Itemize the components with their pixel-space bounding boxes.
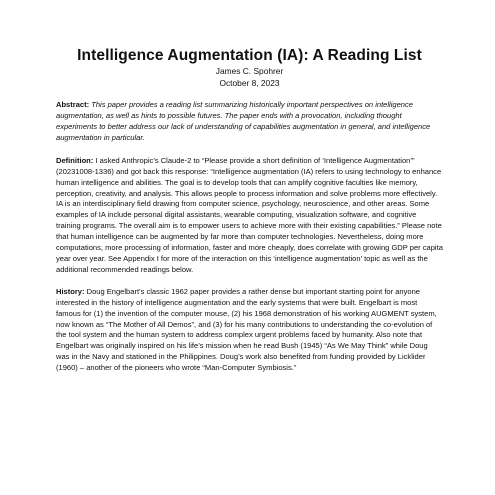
abstract-label: Abstract: (56, 100, 90, 110)
history-paragraph (56, 287, 443, 374)
definition-paragraph (56, 156, 443, 276)
paper-author: James C. Spohrer (215, 66, 284, 76)
definition-label: Definition: (56, 155, 94, 165)
paper-title: Intelligence Augmentation (IA): A Reading List (77, 47, 422, 64)
abstract-text: This paper provides a reading list summarizing historically important perspectives on intelligence augmentation, as well as hints to possible futures. The paper ends with a provocation, including thought experiments to better address our lack of understanding of capabilities augmentation in general, and intelligence augmentation in particular. (56, 100, 431, 142)
history-label: History: (56, 286, 85, 296)
definition-text: I asked Anthropic’s Claude-2 to “Please provide a short definition of ‘Intelligence Augmentation’” (20231008-1336) and got back this response: “Intelligence augmentation (IA) refers to using technology to enhance human intelligence and abilities. The goal is to develop tools that can amplify cognitive faculties like memory, perception, creativity, and analysis. This allows people to process information and solve problems more effectively. IA is an interdisciplinary field drawing from computer science, psychology, neuroscience, and other areas. Some examples of IA include personal digital assistants, wearable computing, visualization software, and cognitive training programs. The overall aim is to empower users to achieve more with their existing capabilities.” Please note that human intelligence can be augmented by far more than computer technologies. Nevertheless, doing more computations, more processing of information, faster and more cheaply, does correlate with growing GDP per capita year over year. See Appendix I for more of the interaction on this ‘intelligence augmentation’ topic as well as the additional recommended readings below. (56, 155, 443, 274)
abstract-paragraph (56, 100, 443, 144)
history-text: Doug Engelbart’s classic 1962 paper provides a rather dense but important starting point for anyone interested in the history of intelligence augmentation and the early systems that were built. Engelbart is most famous for (1) the invention of the computer mouse, (2) his 1968 demonstration of his working AUGMENT system, now known as “The Mother of All Demos”, and (3) for his many contributions to understanding the co-evolution of the tool system and the human system to address complex urgent problems faced by humanity. Also note that Engelbart was originally inspired on his life’s mission when he read Bush (1945) “As We May Think” while Doug was in the Navy and stationed in the Philippines. Doug’s work also benefited from funding provided by Licklider (1960) – another of the pioneers who wrote “Man-Computer Symbiosis.” (56, 286, 437, 373)
paper-date: October 8, 2023 (219, 77, 280, 88)
